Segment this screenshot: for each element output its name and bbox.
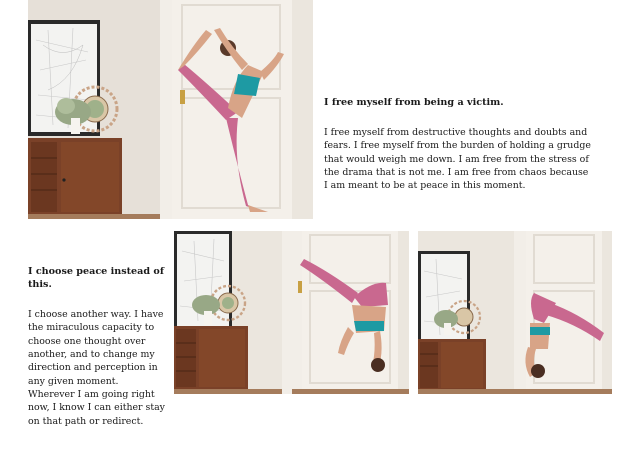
heading-peace: I choose peace instead of this. — [28, 266, 164, 290]
text-block-peace — [28, 266, 166, 428]
photo-room-corner — [174, 231, 292, 394]
text-block-victim — [324, 97, 594, 193]
body-victim: I free myself from destructive thoughts and doubts and fears. I free myself from the burden of holding a grudge that would weigh me down. I am free from the stress of the drama that is not me. I am free from chaos because I am meant to be at peace in this moment. — [324, 126, 591, 192]
heading-victim: I free myself from being a victim. — [324, 97, 504, 108]
photo-inverted-split — [418, 231, 612, 394]
photo-forearm-split — [292, 231, 409, 394]
photo-standing-split — [28, 0, 313, 219]
body-peace: I choose another way. I have the miraculous capacity to choose one thought over another, and to change my direction and perception in any given moment. Wherever I am going right now, I know I can either stay on that path or redirect. — [28, 308, 165, 427]
